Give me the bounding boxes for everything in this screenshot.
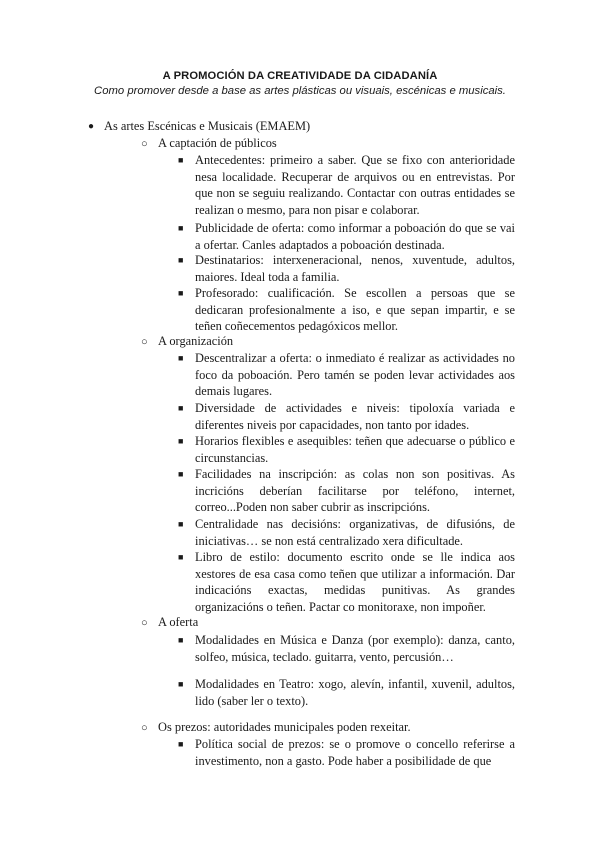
- bullet-circle-icon: ○: [141, 138, 148, 150]
- section-heading-text: A organización: [158, 334, 234, 348]
- bullet-square-icon: ■: [178, 635, 184, 645]
- bullet-square-icon: ■: [178, 353, 184, 363]
- bullet-square-icon: ■: [178, 288, 184, 298]
- bullet-square-icon: ■: [178, 403, 184, 413]
- list-item-text: Modalidades en Teatro: xogo, alevín, infantil, xuvenil, adultos, lido (saber ler o texto).: [195, 677, 515, 708]
- list-item: [178, 252, 515, 285]
- section-heading: [141, 615, 199, 630]
- bullet-square-icon: ■: [178, 552, 184, 562]
- section-heading: [141, 136, 277, 151]
- section-heading-text: A oferta: [158, 615, 199, 629]
- bullet-square-icon: ■: [178, 679, 184, 689]
- list-item-text: Destinatarios: interxeneracional, nenos, xuventude, adultos, maiores. Ideal toda a familia.: [195, 253, 515, 284]
- list-item-text: Política social de prezos: se o promove o concello referirse a investimento, non a gasto. Pode haber a posibilidade de que: [195, 737, 515, 768]
- list-item-text: Horarios flexibles e asequibles: teñen que adecuarse o público e circunstancias.: [195, 434, 515, 465]
- list-item-text: Facilidades na inscripción: as colas non son positivas. As incricións deberían facilitarse por teléfono, internet, correo...Poden non saber cubrir as inscripcións.: [195, 467, 515, 515]
- level1-item-text: As artes Escénicas e Musicais (EMAEM): [104, 119, 311, 133]
- bullet-circle-icon: ○: [141, 336, 148, 348]
- list-item-text: Modalidades en Música e Danza (por exemplo): danza, canto, solfeo, música, teclado. guitarra, vento, percusión…: [195, 633, 515, 664]
- bullet-square-icon: ■: [178, 436, 184, 446]
- list-item-text: Profesorado: cualificación. Se escollen a persoas que se dedicaran profesionalmente a iso, e que sepan impartir, e se teñen coñecementos pedagóxicos mellor.: [195, 286, 515, 334]
- section-heading: [141, 720, 411, 735]
- bullet-disc-icon: ●: [88, 121, 95, 132]
- list-item-text: Publicidade de oferta: como informar a poboación do que se vai a ofertar. Canles adaptados a poboación destinada.: [195, 221, 515, 252]
- level1-list-item: [88, 119, 311, 134]
- list-item-text: Antecedentes: primeiro a saber. Que se fixo con anterioridade nesa localidade. Recuperar de arquivos ou en entrevistas. Por que non se seguiu realizando. Contactar con outras entidades se realizan o mesmo, para non pisar e colaborar.: [195, 153, 515, 217]
- list-item: [178, 400, 515, 433]
- bullet-square-icon: ■: [178, 155, 184, 165]
- list-item-text: Centralidade nas decisións: organizativas, de difusións, de iniciativas… se non está centralizado xera dificultade.: [195, 517, 515, 548]
- list-item: [178, 676, 515, 709]
- list-item: [178, 433, 515, 466]
- bullet-square-icon: ■: [178, 255, 184, 265]
- section-heading-text: Os prezos: autoridades municipales poden rexeitar.: [158, 720, 411, 734]
- list-item: [178, 736, 515, 769]
- document-title: A PROMOCIÓN DA CREATIVIDADE DA CIDADANÍA: [162, 70, 438, 82]
- list-item: [178, 152, 515, 218]
- list-item: [178, 516, 515, 549]
- bullet-square-icon: ■: [178, 739, 184, 749]
- list-item: [178, 549, 515, 615]
- list-item-text: Descentralizar a oferta: o inmediato é realizar as actividades no foco da poboación. Pero tamén se poden levar actividades aos demais lugares.: [195, 351, 515, 399]
- list-item: [178, 466, 515, 516]
- bullet-circle-icon: ○: [141, 722, 148, 734]
- bullet-square-icon: ■: [178, 519, 184, 529]
- list-item: [178, 632, 515, 665]
- list-item-text: Diversidade de actividades e niveis: tipoloxía variada e diferentes niveis por capacidades, non tanto por idades.: [195, 401, 515, 432]
- bullet-square-icon: ■: [178, 223, 184, 233]
- section-heading-text: A captación de públicos: [158, 136, 277, 150]
- document-subtitle: Como promover desde a base as artes plásticas ou visuais, escénicas e musicais.: [94, 85, 506, 97]
- section-heading: [141, 334, 234, 349]
- list-item: [178, 350, 515, 400]
- list-item: [178, 285, 515, 335]
- bullet-circle-icon: ○: [141, 617, 148, 629]
- bullet-square-icon: ■: [178, 469, 184, 479]
- list-item: [178, 220, 515, 253]
- list-item-text: Libro de estilo: documento escrito onde se lle indica aos xestores de esa casa como teñen que utilizar a información. Dar indicacións exactas, medidas punitivas. As grandes organizacións o teñen. Pactar co monitoraxe, non impoñer.: [195, 550, 515, 614]
